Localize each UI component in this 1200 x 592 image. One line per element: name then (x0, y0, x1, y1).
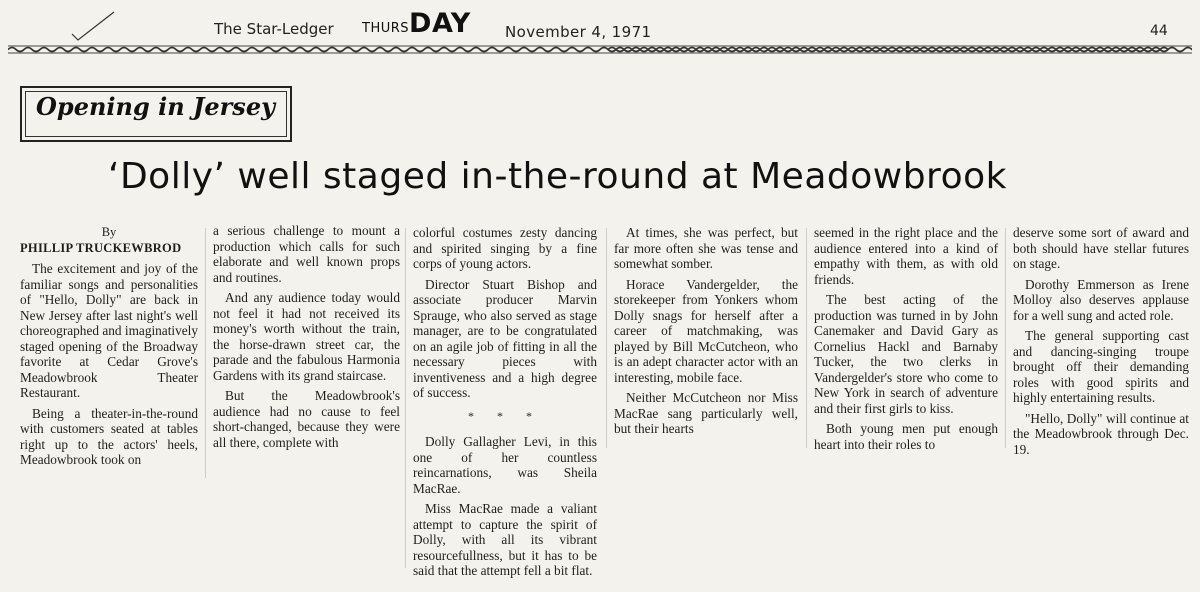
article-column-5 (814, 225, 998, 452)
headline: ‘Dolly’ well staged in-the-round at Meadowbrook (108, 156, 1007, 197)
article-column-1 (20, 225, 198, 468)
paragraph: The excitement and joy of the familiar songs and personalities of "Hello, Dolly" are back in New Jersey after last night's well choreographed and imaginatively staged opening of the Broadway favorite at Cedar Grove's Meadowbrook Theater Restaurant. (20, 261, 198, 400)
decorative-wave-rule (8, 42, 1192, 56)
issue-date: November 4, 1971 (505, 23, 652, 41)
paragraph: a serious challenge to mount a production which calls for such elaborate and well known props and routines. (213, 223, 400, 285)
paragraph: seemed in the right place and the audience entered into a kind of empathy with them, as with old friends. (814, 225, 998, 287)
paragraph: The general supporting cast and dancing-singing troupe brought off their demanding roles with good spirits and highly entertaining results. (1013, 328, 1189, 405)
paragraph: Both young men put enough heart into their roles to (814, 421, 998, 452)
column-divider (1005, 228, 1006, 448)
paragraph: The best acting of the production was turned in by John Canemaker and David Gary as Cornelius Hackl and Barnaby Tucker, the two clerks in Vandergelder's store who come to New York in search of adventure and their first girls to kiss. (814, 292, 998, 416)
masthead-day (362, 8, 471, 39)
column-divider (606, 228, 607, 448)
article-column-4 (614, 225, 798, 437)
page-number: 44 (1150, 23, 1168, 39)
paragraph: Being a theater-in-the-round with customers seated at tables right up to the actors' heels, Meadowbrook took on (20, 405, 198, 467)
byline-author: PHILLIP TRUCKEWBROD (20, 240, 182, 255)
paragraph: "Hello, Dolly" will continue at the Meadowbrook through Dec. 19. (1013, 410, 1189, 457)
day-suffix: DAY (409, 8, 471, 39)
column-divider (205, 228, 206, 478)
paragraph: Director Stuart Bishop and associate producer Marvin Sprauge, who also served as stage manager, are to be congratulated on an agile job of fitting in all the necessary pieces with inventiveness and a high degree of success. (413, 276, 597, 400)
paragraph: At times, she was perfect, but far more often she was tense and somewhat somber. (614, 225, 798, 271)
day-prefix: THURS (362, 21, 410, 36)
paragraph: deserve some sort of award and both should have stellar futures on stage. (1013, 225, 1189, 271)
section-separator: * * * (468, 408, 542, 423)
pen-check-mark-icon (70, 10, 120, 46)
column-divider (806, 228, 807, 448)
publication-name: The Star-Ledger (214, 20, 334, 38)
paragraph: Miss MacRae made a valiant attempt to capture the spirit of Dolly, with all its vibrant resourcefullness, but it has to be said that the attempt fell a bit flat. (413, 501, 597, 578)
paragraph: colorful costumes zesty dancing and spirited singing by a fine corps of young actors. (413, 225, 597, 271)
article-column-6 (1013, 225, 1189, 457)
article-column-2 (213, 223, 400, 450)
paragraph: Neither McCutcheon nor Miss MacRae sang particularly well, but their hearts (614, 390, 798, 436)
byline-by: By (101, 225, 117, 239)
paragraph: But the Meadowbrook's audience had no cause to feel short-changed, because they were all there, complete with (213, 388, 400, 450)
paragraph: Dorothy Emmerson as Irene Molloy also deserves applause for a well sung and acted role. (1013, 276, 1189, 323)
column-divider (405, 228, 406, 568)
section-head: Opening in Jersey (36, 92, 276, 121)
paragraph: Dolly Gallagher Levi, in this one of her countless reincarnations, was Sheila MacRae. (413, 434, 597, 496)
article-column-3 (413, 225, 597, 579)
paragraph: Horace Vandergelder, the storekeeper from Yonkers whom Dolly snags for herself after a career of matchmaking, was played by Bill McCutcheon, who is an adept character actor with an interesting, mobile face. (614, 276, 798, 385)
paragraph: And any audience today would not feel it had not received its money's worth without the train, the horse-drawn street car, the parade and the fabulous Harmonia Gardens with its grand staircase. (213, 290, 400, 383)
